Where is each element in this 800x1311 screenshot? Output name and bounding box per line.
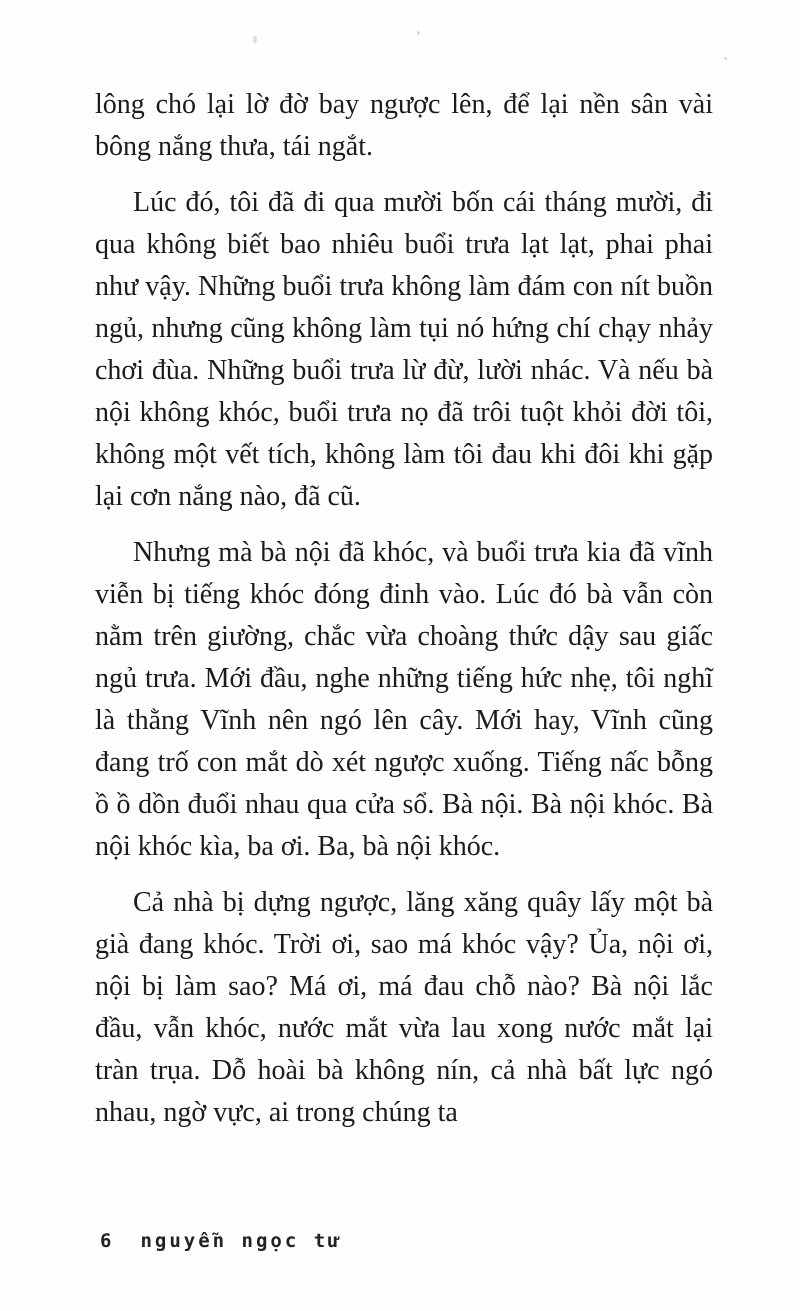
- page-footer: [100, 1230, 343, 1252]
- page-number: 6: [100, 1230, 115, 1252]
- paragraph: lông chó lại lờ đờ bay ngược lên, để lại nền sân vài bông nắng thưa, tái ngắt.: [95, 89, 713, 162]
- scan-artifact: [724, 57, 727, 60]
- scan-artifact: [253, 36, 257, 43]
- scan-artifact: [417, 31, 420, 35]
- author-name: nguyễn ngọc tư: [140, 1230, 343, 1252]
- paragraph: Nhưng mà bà nội đã khóc, và buổi trưa kia đã vĩnh viễn bị tiếng khóc đóng đinh vào. Lúc đó bà vẫn còn nằm trên giường, chắc vừa choàng thức dậy sau giấc ngủ trưa. Mới đầu, nghe những tiếng hức nhẹ, tôi nghĩ là thằng Vĩnh nên ngó lên cây. Mới hay, Vĩnh cũng đang trố con mắt dò xét ngược xuống. Tiếng nấc bỗng ồ ồ dồn đuổi nhau qua cửa sổ. Bà nội. Bà nội khóc. Bà nội khóc kìa, ba ơi. Ba, bà nội khóc.: [95, 537, 713, 862]
- paragraph: Cả nhà bị dựng ngược, lăng xăng quây lấy một bà già đang khóc. Trời ơi, sao má khóc vậy? Ủa, nội ơi, nội bị làm sao? Má ơi, má đau chỗ nào? Bà nội lắc đầu, vẫn khóc, nước mắt vừa lau xong nước mắt lại tràn trụa. Dỗ hoài bà không nín, cả nhà bất lực ngó nhau, ngờ vực, ai trong chúng ta: [95, 887, 713, 1128]
- body-text: [95, 84, 713, 1148]
- paragraph: Lúc đó, tôi đã đi qua mười bốn cái tháng mười, đi qua không biết bao nhiêu buổi trưa lạt lạt, phai phai như vậy. Những buổi trưa không làm đám con nít buồn ngủ, nhưng cũng không làm tụi nó hứng chí chạy nhảy chơi đùa. Những buổi trưa lừ đừ, lười nhác. Và nếu bà nội không khóc, buổi trưa nọ đã trôi tuột khỏi đời tôi, không một vết tích, không làm tôi đau khi đôi khi gặp lại cơn nắng nào, đã cũ.: [95, 187, 713, 512]
